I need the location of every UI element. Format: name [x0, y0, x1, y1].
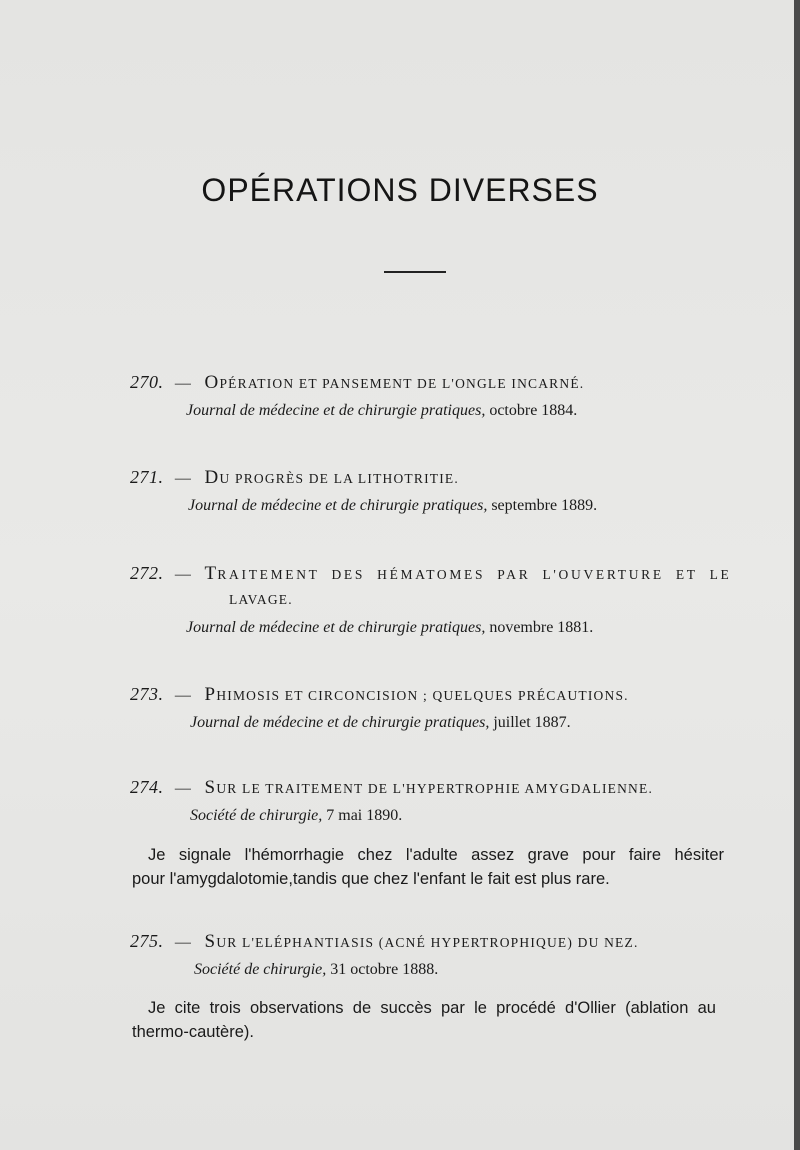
entry-273 [130, 683, 629, 734]
reference-journal: Journal de médecine et de chirurgie pratiques, [186, 619, 486, 636]
page-title: OPÉRATIONS DIVERSES [201, 172, 599, 208]
entry-reference [188, 495, 597, 517]
entry-reference [190, 805, 653, 827]
entry-title-initial: S [204, 777, 217, 798]
entry-title-continuation: LAVAGE. [229, 592, 293, 607]
reference-date: octobre 1884. [489, 402, 578, 419]
reference-date: 31 octobre 1888. [330, 961, 439, 978]
entry-title-initial: P [204, 684, 217, 705]
entry-271 [130, 466, 597, 517]
entry-heading [130, 683, 629, 707]
entry-dash: — [174, 566, 193, 583]
entry-title-initial: S [204, 931, 217, 952]
entry-title-initial: T [204, 563, 218, 584]
entry-reference [186, 617, 706, 639]
entry-275-body [132, 996, 716, 1044]
entry-275 [130, 930, 639, 981]
entry-dash: — [174, 934, 193, 951]
entry-number: 275. [130, 931, 164, 951]
entry-270 [130, 371, 584, 422]
entry-reference [194, 959, 639, 981]
reference-date: juillet 1887. [493, 714, 571, 731]
reference-date: 7 mai 1890. [326, 807, 403, 824]
reference-journal: Journal de médecine et de chirurgie pratiques, [190, 714, 490, 731]
body-line: pour l'amygdalotomie,tandis que chez l'enfant le fait est plus rare. [132, 870, 610, 888]
entry-dash: — [174, 687, 193, 704]
body-line: Je signale l'hémorrhagie chez l'adulte assez grave pour faire hésiter [148, 846, 724, 864]
entry-title-initial: O [204, 372, 220, 393]
entry-heading [130, 562, 732, 586]
reference-date: septembre 1889. [491, 497, 598, 514]
entry-number: 272. [130, 563, 164, 583]
entry-title: RAITEMENT DES HÉMATOMES PAR L'OUVERTURE ET LE [217, 567, 732, 582]
entry-heading-continuation [229, 589, 706, 611]
entry-heading [130, 371, 584, 395]
reference-journal: Journal de médecine et de chirurgie pratiques, [186, 402, 486, 419]
entry-274 [130, 776, 653, 827]
entry-reference [186, 400, 584, 422]
entry-title: UR L'ELÉPHANTIASIS (ACNÉ HYPERTROPHIQUE) DU NEZ. [216, 935, 639, 950]
entry-dash: — [174, 780, 193, 797]
reference-journal: Société de chirurgie, [190, 807, 323, 824]
reference-journal: Société de chirurgie, [194, 961, 327, 978]
entry-title: U PROGRÈS DE LA LITHOTRITIE. [219, 471, 459, 486]
entry-dash: — [174, 375, 193, 392]
entry-274-body [132, 843, 724, 891]
entry-number: 273. [130, 684, 164, 704]
entry-heading [130, 776, 653, 800]
entry-heading [130, 930, 639, 954]
reference-journal: Journal de médecine et de chirurgie pratiques, [188, 497, 488, 514]
reference-date: novembre 1881. [489, 619, 594, 636]
entry-heading [130, 466, 597, 490]
entry-number: 270. [130, 372, 164, 392]
entry-title: PÉRATION ET PANSEMENT DE L'ONGLE INCARNÉ. [219, 376, 585, 391]
entry-dash: — [174, 470, 193, 487]
entry-number: 271. [130, 467, 164, 487]
entry-title: HIMOSIS ET CIRCONCISION ; QUELQUES PRÉCAUTIONS. [216, 688, 629, 703]
entry-reference [190, 712, 629, 734]
entry-272 [130, 562, 732, 639]
entry-number: 274. [130, 777, 164, 797]
title-rule [384, 271, 446, 273]
entry-title: UR LE TRAITEMENT DE L'HYPERTROPHIE AMYGDALIENNE. [216, 781, 654, 796]
body-line: thermo-cautère). [132, 1023, 254, 1041]
body-line: Je cite trois observations de succès par le procédé d'Ollier (ablation au [148, 999, 716, 1017]
entry-title-initial: D [204, 467, 220, 488]
